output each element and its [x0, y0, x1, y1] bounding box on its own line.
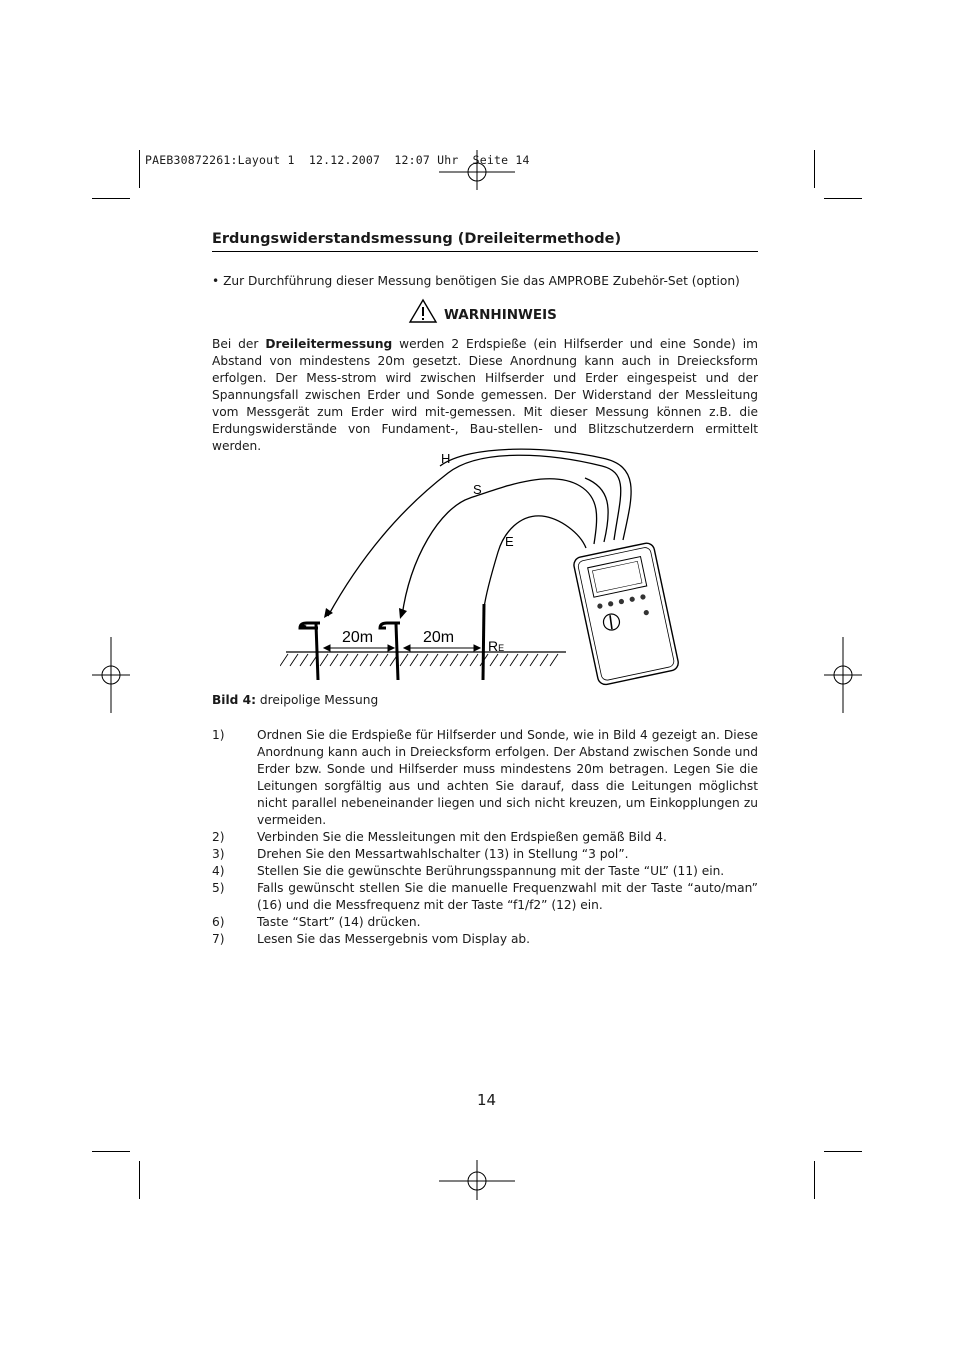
lead-e-label: E [505, 534, 514, 549]
step-text: Taste “Start” (14) drücken. [257, 915, 421, 929]
step-text: Falls gewünscht stellen Sie die manuelle Frequenzwahl mit der Taste “auto/man” (16) und die Messfrequenz mit der Taste “f1/f2” (12) ein. [257, 881, 758, 912]
warning-heading [408, 298, 557, 324]
lead-arrowheads [324, 608, 407, 619]
paragraph-prefix: Bei der [212, 337, 266, 351]
step-text: Stellen Sie die gewünschte Berührungsspannung mit der Taste “UL” (11) ein. [257, 864, 725, 878]
section-title: Erdungswiderstandsmessung (Dreileitermethode) [212, 231, 758, 252]
step-item [212, 829, 758, 846]
caption-label: Bild 4: [212, 693, 256, 707]
step-item [212, 914, 758, 931]
step-number: 2) [212, 830, 225, 844]
distance-label-1: 20m [342, 629, 374, 646]
lead-s-label: S [473, 482, 482, 497]
step-text: Lesen Sie das Messergebnis vom Display ab. [257, 932, 531, 946]
step-text: Drehen Sie den Messartwahlschalter (13) in Stellung “3 pol”. [257, 847, 629, 861]
step-number: 4) [212, 864, 225, 878]
re-label [488, 638, 504, 654]
print-slug: PAEB30872261:Layout 1 12.12.2007 12:07 Uhr Seite 14 [145, 153, 530, 167]
step-number: 6) [212, 915, 225, 929]
figure-caption [212, 693, 378, 707]
re-label-main: R [488, 638, 499, 654]
paragraph-rest: werden 2 Erdspieße (ein Hilfserder und eine Sonde) im Abstand von mindestens 20m gesetzt. Diese Anordnung kann auch in Dreiecksform erfolgen. Der Mess-strom wird zwischen Hilfserder und Erder eingespeist und der Spannungsfall zwischen Erder und Sonde gemessen. Der Widerstand der Messleitung vom Messgerät zum Erder wird mit-gemessen. Mit dieser Messung können z.B. die Erdungswiderstände von Fundament-, Bau-stellen- und Blitzschutzerdern ermittelt werden. [212, 337, 758, 453]
earth-tester-device [572, 542, 679, 686]
step-item [212, 846, 758, 863]
step-number: 7) [212, 932, 225, 946]
step-text: Ordnen Sie die Erdspieße für Hilfserder und Sonde, wie in Bild 4 gezeigt an. Diese Anordnung kann auch in Dreiecksform erfolgen. Der Abstand zwischen Sonde und Erder bzw. Sonde und Hilfserder muss mindestens 20m betragen. Legen Sie die Leitungen sorgfältig aus und achten Sie darauf, dass die Leitungen möglichst nicht parallel nebeneinander liegen und sich nicht kreuzen, um Einkopplungen zu vermeiden. [257, 728, 758, 827]
accessory-note: • Zur Durchführung dieser Messung benötigen Sie das AMPROBE Zubehör-Set (option) [212, 274, 740, 288]
warning-triangle-icon [408, 298, 438, 324]
step-item [212, 931, 758, 948]
ground-surface [280, 652, 566, 666]
step-item [212, 880, 758, 914]
paragraph-bold-term: Dreileitermessung [265, 337, 393, 351]
step-text: Verbinden Sie die Messleitungen mit den Erdspießen gemäß Bild 4. [257, 830, 667, 844]
earth-electrode [483, 604, 484, 680]
caption-text: dreipolige Messung [255, 693, 379, 707]
step-number: 5) [212, 881, 225, 895]
step-number: 3) [212, 847, 225, 861]
step-item [212, 727, 758, 829]
warning-label: WARNHINWEIS [444, 307, 557, 323]
intro-paragraph [212, 336, 758, 455]
re-label-sub: E [498, 643, 505, 653]
page-number: 14 [477, 1091, 497, 1109]
three-pole-measurement-diagram [280, 448, 700, 688]
distance-label-2: 20m [423, 629, 455, 646]
lead-h-label: H [441, 451, 451, 466]
step-number: 1) [212, 728, 225, 742]
instruction-steps [212, 727, 758, 948]
step-item [212, 863, 758, 880]
